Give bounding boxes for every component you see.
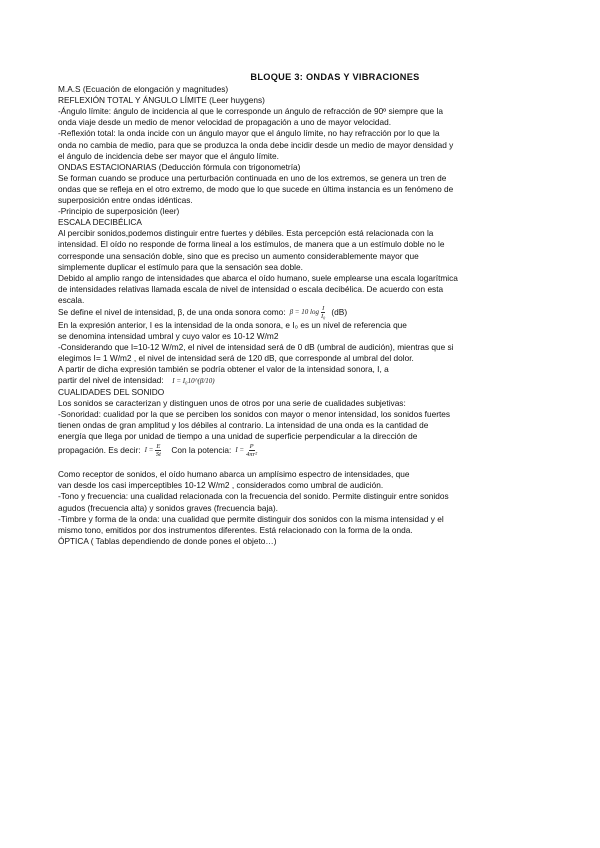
energy-equation: I = xyxy=(144,445,154,454)
fraction-numerator: P xyxy=(249,442,254,450)
text-line: -Reflexión total: la onda incide con un ángulo mayor que el ángulo límite, no hay refracción por lo que la xyxy=(58,128,440,139)
equation-line xyxy=(58,306,542,320)
text-line: M.A.S (Ecuación de elongación y magnitudes) xyxy=(58,84,229,95)
fraction-denominator: 4πr² xyxy=(246,450,258,458)
text-line: agudos (frecuencia alta) y sonidos graves (frecuencia baja). xyxy=(58,502,278,513)
document-page xyxy=(58,72,542,547)
text-line: En la expresión anterior, I es la intensidad de la onda sonora, e I₀ es un nivel de referencia que xyxy=(58,319,407,330)
text-line: corresponde una sensación doble, sino que es preciso un aumento considerablemente mayor que xyxy=(58,250,419,261)
fraction xyxy=(321,306,325,320)
text-line: superposición entre ondas idénticas. xyxy=(58,195,193,206)
power-equation: I = xyxy=(235,445,245,454)
text-line: ondas que se refleja en el otro extremo, de modo que lo que sucede en última instancia es un fenómeno de xyxy=(58,183,454,194)
text-segment: partir del nivel de intensidad: xyxy=(58,375,164,386)
text-line: -Timbre y forma de la onda: una cualidad que permite distinguir dos sonidos con la misma intensidad y el xyxy=(58,513,444,524)
text-line: se denomina intensidad umbral y cuyo valor es 10-12 W/m2 xyxy=(58,331,279,342)
unit-label: (dB) xyxy=(331,307,348,318)
text-line: A partir de dicha expresión también se podría obtener el valor de la intensidad sonora, I, a xyxy=(58,364,389,375)
text-line: Debido al amplio rango de intensidades que abarca el oído humano, suele emplearse una escala logarítmica xyxy=(58,272,458,283)
text-line: escala. xyxy=(58,294,85,305)
section-heading: ÓPTICA ( Tablas dependiendo de donde pones el objeto…) xyxy=(58,535,277,546)
text-line: de intensidades relativas llamada escala de nivel de intensidad o escala decibélica. De acuerdo con esta xyxy=(58,283,444,294)
text-segment: Con la potencia: xyxy=(171,444,232,455)
fraction-denominator: I₀ xyxy=(320,313,326,320)
text-line: onda viaje desde un medio de menor velocidad de propagación a uno de mayor velocidad. xyxy=(58,117,392,128)
equation-line xyxy=(58,375,542,386)
text-line: mismo tono, emitidos por dos instrumentos diferentes. Está relacionado con la forma de la onda. xyxy=(58,524,413,535)
text-line: -Considerando que I=10-12 W/m2, el nivel de intensidad será de 0 dB (umbral de audición), mientras que si xyxy=(58,342,454,353)
section-heading: REFLEXIÓN TOTAL Y ÁNGULO LÍMITE (Leer huygens) xyxy=(58,95,265,106)
fraction-numerator: E xyxy=(156,442,161,450)
text-line: tienen ondas de gran amplitud y los débiles al contrario. La intensidad de una onda es la cantidad de xyxy=(58,420,429,431)
text-line: Los sonidos se caracterizan y distinguen unos de otros por una serie de cualidades subjetivas: xyxy=(58,397,406,408)
section-heading: ESCALA DECIBÉLICA xyxy=(58,217,142,228)
text-line: -Principio de superposición (leer) xyxy=(58,206,180,217)
text-line: simplemente duplicar el estímulo para que la sensación sea doble. xyxy=(58,261,303,272)
text-segment: propagación. Es decir: xyxy=(58,444,141,455)
section-heading: CUALIDADES DEL SONIDO xyxy=(58,386,165,397)
text-line: Como receptor de sonidos, el oído humano abarca un amplísimo espectro de intensidades, que xyxy=(58,469,410,480)
beta-equation: β = 10 log xyxy=(289,308,319,317)
section-heading: ONDAS ESTACIONARIAS (Deducción fórmula con trigonometría) xyxy=(58,161,301,172)
text-line: van desde los casi imperceptibles 10-12 W/m2 , considerados como umbral de audición. xyxy=(58,480,384,491)
text-segment: Se define el nivel de intensidad, β, de una onda sonora como: xyxy=(58,307,286,318)
equation-line xyxy=(58,442,542,458)
document-title: BLOQUE 3: ONDAS Y VIBRACIONES xyxy=(250,72,420,82)
intensity-equation: I = I₀10^(β/10) xyxy=(172,376,215,385)
fraction-numerator: I xyxy=(322,305,325,313)
fraction xyxy=(246,443,257,458)
text-line: intensidad. El oído no responde de forma lineal a los estímulos, de manera que a un estímulo doble no le xyxy=(58,239,445,250)
text-line: el ángulo de incidencia debe ser mayor que el ángulo límite. xyxy=(58,150,279,161)
fraction-denominator: St xyxy=(155,450,161,458)
text-line: onda no cambia de medio, para que se produzca la onda debe incidir desde un medio de mayor densidad y xyxy=(58,139,454,150)
text-line: Al percibir sonidos,podemos distinguir entre fuertes y débiles. Esta percepción está relacionada con la xyxy=(58,228,434,239)
text-line: energía que llega por unidad de tiempo a una unidad de superficie perpendicular a la dirección de xyxy=(58,431,418,442)
text-line: -Ángulo límite: ángulo de incidencia al que le corresponde un ángulo de refracción de 90º siempre que la xyxy=(58,106,443,117)
text-line: elegimos I= 1 W/m2 , el nivel de intensidad será de 120 dB, que corresponde al umbral del dolor. xyxy=(58,353,414,364)
text-line: -Sonoridad: cualidad por la que se perciben los sonidos con mayor o menor intensidad, los sonidos fuertes xyxy=(58,408,451,419)
text-line: -Tono y frecuencia: una cualidad relacionada con la frecuencia del sonido. Permite distinguir entre sonidos xyxy=(58,491,449,502)
text-line: Se forman cuando se produce una perturbación continuada en uno de los extremos, se genera un tren de xyxy=(58,172,447,183)
fraction xyxy=(155,443,161,458)
